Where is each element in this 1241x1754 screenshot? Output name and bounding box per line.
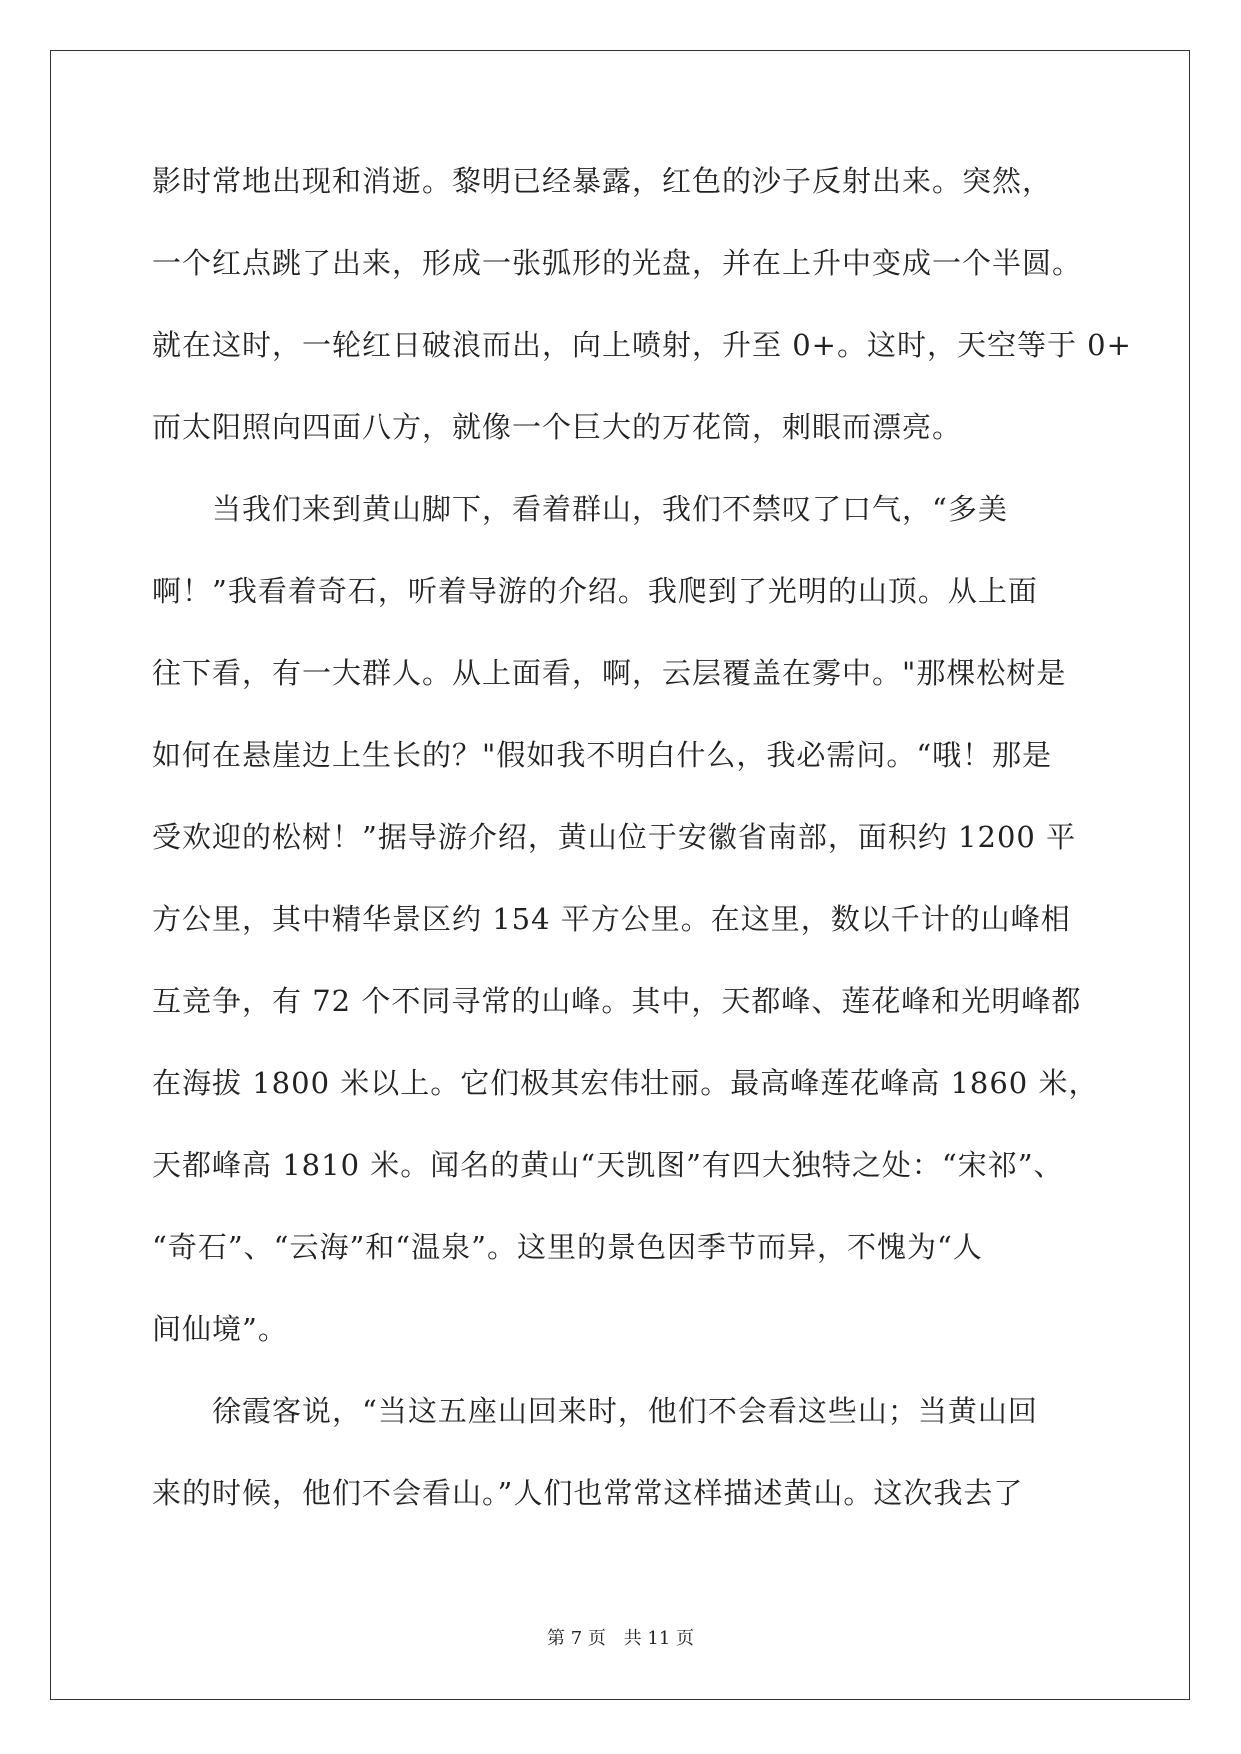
text-line: 如何在悬崖边上生长的？"假如我不明白什么，我必需问。“哦！那是 (152, 738, 1053, 772)
text-line: 来的时候，他们不会看山。”人们也常常这样描述黄山。这次我去了 (152, 1476, 1024, 1510)
text-line: 啊！”我看着奇石，听着导游的介绍。我爬到了光明的山顶。从上面 (152, 574, 1038, 608)
page-number: 第 7 页 (547, 1628, 606, 1649)
text-line: 往下看，有一大群人。从上面看，啊，云层覆盖在雾中。"那棵松树是 (152, 656, 1067, 690)
text-line: 就在这时，一轮红日破浪而出，向上喷射，升至 0+。这时，天空等于 0+ (152, 328, 1132, 362)
text-line: 徐霞客说，“当这五座山回来时，他们不会看这些山；当黄山回 (152, 1394, 1038, 1428)
text-line: 而太阳照向四面八方，就像一个巨大的万花筒，刺眼而漂亮。 (152, 410, 963, 444)
text-line: 互竞争，有 72 个不同寻常的山峰。其中，天都峰、莲花峰和光明峰都 (152, 984, 1082, 1018)
text-line: “奇石”、“云海”和“温泉”。这里的景色因季节而异，不愧为“人 (152, 1230, 983, 1264)
document-body (152, 152, 1132, 1546)
text-line: 当我们来到黄山脚下，看着群山，我们不禁叹了口气，“多美 (152, 492, 1008, 526)
text-line: 间仙境”。 (152, 1312, 288, 1346)
text-line: 在海拔 1800 米以上。它们极其宏伟壮丽。最高峰莲花峰高 1860 米， (152, 1066, 1099, 1100)
text-line: 一个红点跳了出来，形成一张弧形的光盘，并在上升中变成一个半圆。 (152, 246, 1083, 280)
text-line: 影时常地出现和消逝。黎明已经暴露，红色的沙子反射出来。突然， (152, 164, 1053, 198)
text-line: 天都峰高 1810 米。闻名的黄山“天凯图”有四大独特之处：“宋祁”、 (152, 1148, 1064, 1182)
text-line: 方公里，其中精华景区约 154 平方公里。在这里，数以千计的山峰相 (152, 902, 1071, 936)
page-footer (0, 1624, 1241, 1650)
text-line: 受欢迎的松树！”据导游介绍，黄山位于安徽省南部，面积约 1200 平 (152, 820, 1077, 854)
page-total: 共 11 页 (623, 1628, 694, 1649)
